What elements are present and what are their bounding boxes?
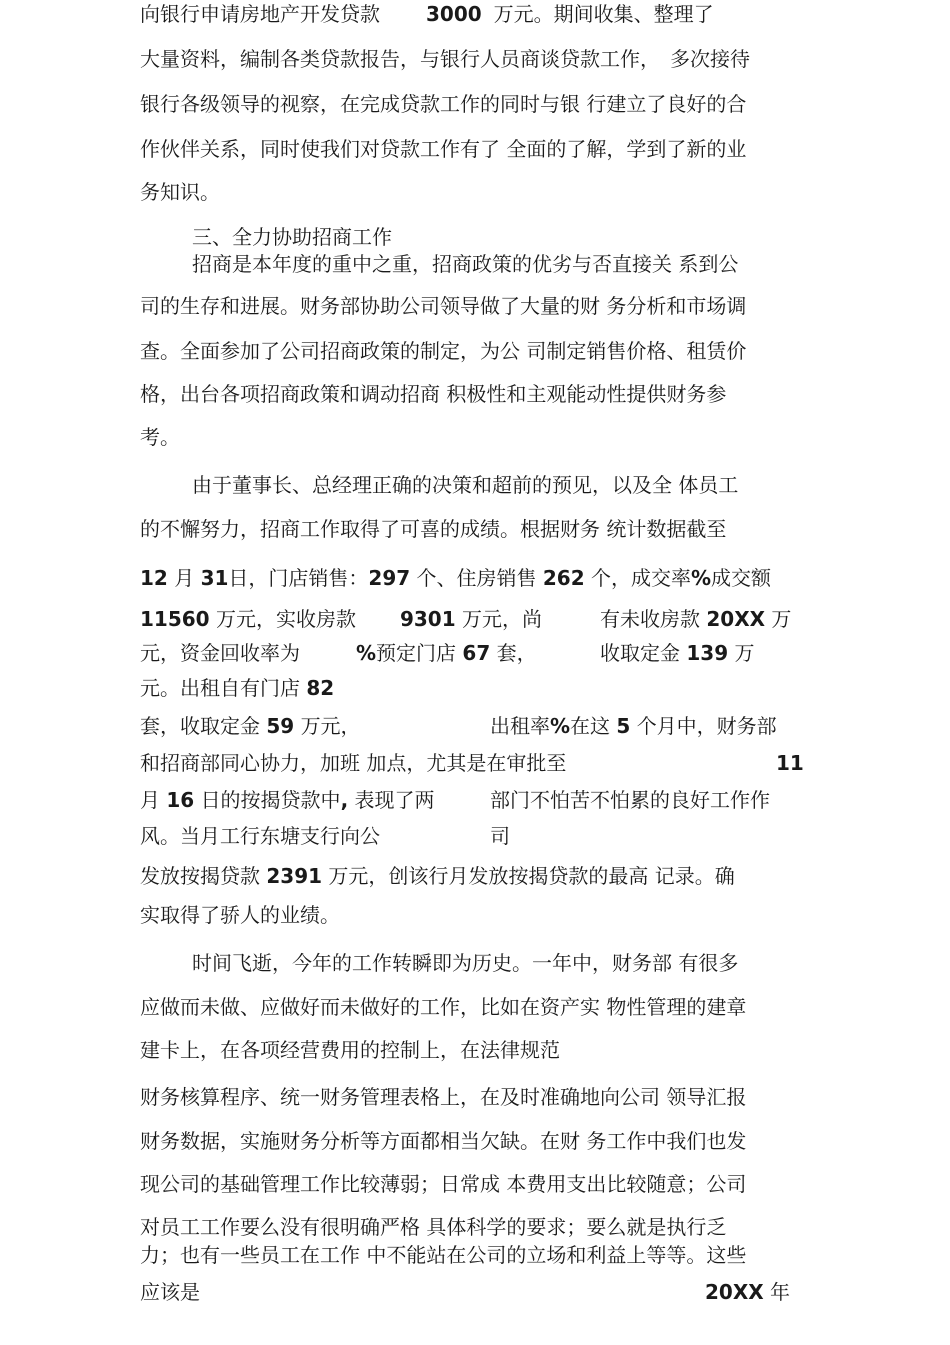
number: 59 bbox=[266, 714, 295, 738]
text-line bbox=[705, 1280, 790, 1304]
text-line: 现公司的基础管理工作比较薄弱；日常成 本费用支出比较随意；公司 bbox=[140, 1172, 747, 1196]
number: 5 bbox=[616, 714, 631, 738]
text-line bbox=[490, 714, 777, 738]
number: 12 bbox=[140, 566, 168, 590]
text-segment: 万元，创该行月发放按揭贷款的最高 记录。确 bbox=[328, 864, 735, 888]
text-line bbox=[140, 864, 735, 888]
text-line: 和招商部同心协力，加班 加点，尤其是在审批至 bbox=[140, 751, 567, 775]
text-segment: 万元，尚 bbox=[461, 607, 542, 631]
text-segment: 个，成交率 bbox=[590, 566, 691, 590]
number: 139 bbox=[686, 641, 729, 665]
text-segment: 向银行申请房地产开发贷款 bbox=[140, 2, 380, 26]
text-line bbox=[140, 2, 714, 26]
text-line: 考。 bbox=[140, 425, 180, 449]
text-segment: 收取定金 bbox=[600, 641, 680, 665]
text-line: 应做而未做、应做好而未做好的工作，比如在资产实 物性管理的建章 bbox=[140, 995, 747, 1019]
number: 11560 bbox=[140, 607, 210, 631]
text-line: 司 bbox=[490, 824, 510, 848]
text-line bbox=[140, 676, 334, 700]
number: , bbox=[340, 788, 349, 812]
text-segment: 日的按揭贷款中 bbox=[200, 788, 341, 812]
text-line: 力；也有一些员工在工作 中不能站在公司的立场和利益上等等。这些 bbox=[140, 1243, 747, 1267]
text-line: 部门不怕苦不怕累的良好工作作 bbox=[490, 788, 770, 812]
text-segment: 万元，实收房款 bbox=[215, 607, 356, 631]
text-line: 银行各级领导的视察，在完成贷款工作的同时与银 行建立了良好的合 bbox=[140, 92, 747, 116]
number: 297 bbox=[368, 566, 411, 590]
text-line: 由于董事长、总经理正确的决策和超前的预见，以及全 体员工 bbox=[192, 473, 739, 497]
text-line bbox=[140, 641, 537, 665]
number: 11 bbox=[776, 751, 804, 775]
text-line: 的不懈努力，招商工作取得了可喜的成绩。根据财务 统计数据截至 bbox=[140, 517, 727, 541]
text-segment: 月 bbox=[140, 788, 160, 812]
text-segment: 套，收取定金 bbox=[140, 714, 260, 738]
text-line: 应该是 bbox=[140, 1280, 200, 1304]
text-line bbox=[140, 566, 771, 590]
text-line: 时间飞逝，今年的工作转瞬即为历史。一年中，财务部 有很多 bbox=[192, 951, 739, 975]
text-line bbox=[140, 607, 542, 631]
text-segment: 万 bbox=[771, 607, 792, 631]
text-line: 司的生存和进展。财务部协助公司领导做了大量的财 务分析和市场调 bbox=[140, 294, 747, 318]
text-segment: 在这 bbox=[570, 714, 611, 738]
number: 67 bbox=[462, 641, 491, 665]
text-segment: 万元。期间收集、整理了 bbox=[493, 2, 714, 26]
text-line: 财务数据，实施财务分析等方面都相当欠缺。在财 务工作中我们也发 bbox=[140, 1129, 747, 1153]
text-line: 作伙伴关系，同时使我们对贷款工作有了 全面的了解，学到了新的业 bbox=[140, 137, 747, 161]
number: 3000 bbox=[426, 2, 482, 26]
number: % bbox=[690, 566, 712, 590]
number: 2391 bbox=[266, 864, 323, 888]
text-segment: 个、住房销售 bbox=[416, 566, 537, 590]
text-line: 建卡上，在各项经营费用的控制上，在法律规范 bbox=[140, 1038, 560, 1062]
text-line bbox=[140, 788, 435, 812]
text-line: 招商是本年度的重中之重，招商政策的优劣与否直接关 系到公 bbox=[192, 252, 739, 276]
text-segment: 元，资金回收率为 bbox=[140, 641, 300, 665]
text-line: 风。当月工行东塘支行向公 bbox=[140, 824, 380, 848]
text-line bbox=[600, 641, 754, 665]
text-segment: 万元， bbox=[300, 714, 361, 738]
text-segment: 发放按揭贷款 bbox=[140, 864, 260, 888]
number: % bbox=[550, 714, 571, 738]
text-line: 财务核算程序、统一财务管理表格上，在及时准确地向公司 领导汇报 bbox=[140, 1085, 747, 1109]
number: 9301 bbox=[399, 607, 456, 631]
text-segment: 有未收房款 bbox=[600, 607, 700, 631]
text-segment: 预定门店 bbox=[376, 641, 457, 665]
text-line bbox=[600, 607, 791, 631]
text-segment: 万 bbox=[734, 641, 755, 665]
text-line: 实取得了骄人的业绩。 bbox=[140, 903, 340, 927]
text-segment: 表现了两 bbox=[354, 788, 435, 812]
number: 20XX bbox=[705, 1280, 764, 1304]
text-segment: 年 bbox=[770, 1280, 791, 1304]
number: 262 bbox=[542, 566, 585, 590]
number: % bbox=[356, 641, 377, 665]
text-line: 格，出台各项招商政策和调动招商 积极性和主观能动性提供财务参 bbox=[140, 382, 727, 406]
text-line: 查。全面参加了公司招商政策的制定，为公 司制定销售价格、租赁价 bbox=[140, 339, 747, 363]
text-line: 对员工工作要么没有很明确严格 具体科学的要求；要么就是执行乏 bbox=[140, 1215, 727, 1239]
text-segment: 日，门店销售： bbox=[228, 566, 369, 590]
section-heading: 三、全力协助招商工作 bbox=[192, 225, 392, 249]
text-segment: 元。出租自有门店 bbox=[140, 676, 300, 700]
number: 16 bbox=[166, 788, 195, 812]
text-segment: 套， bbox=[496, 641, 537, 665]
number: 31 bbox=[200, 566, 229, 590]
text-line: 大量资料，编制各类贷款报告，与银行人员商谈贷款工作， 多次接待 bbox=[140, 47, 750, 71]
text-line bbox=[140, 714, 361, 738]
text-line bbox=[776, 751, 804, 775]
text-segment: 月 bbox=[174, 566, 195, 590]
text-segment: 出租率 bbox=[490, 714, 550, 738]
text-segment: 个月中，财务部 bbox=[636, 714, 777, 738]
text-segment: 成交额 bbox=[711, 566, 772, 590]
text-line: 务知识。 bbox=[140, 180, 220, 204]
number: 82 bbox=[306, 676, 335, 700]
number: 20XX bbox=[706, 607, 766, 631]
